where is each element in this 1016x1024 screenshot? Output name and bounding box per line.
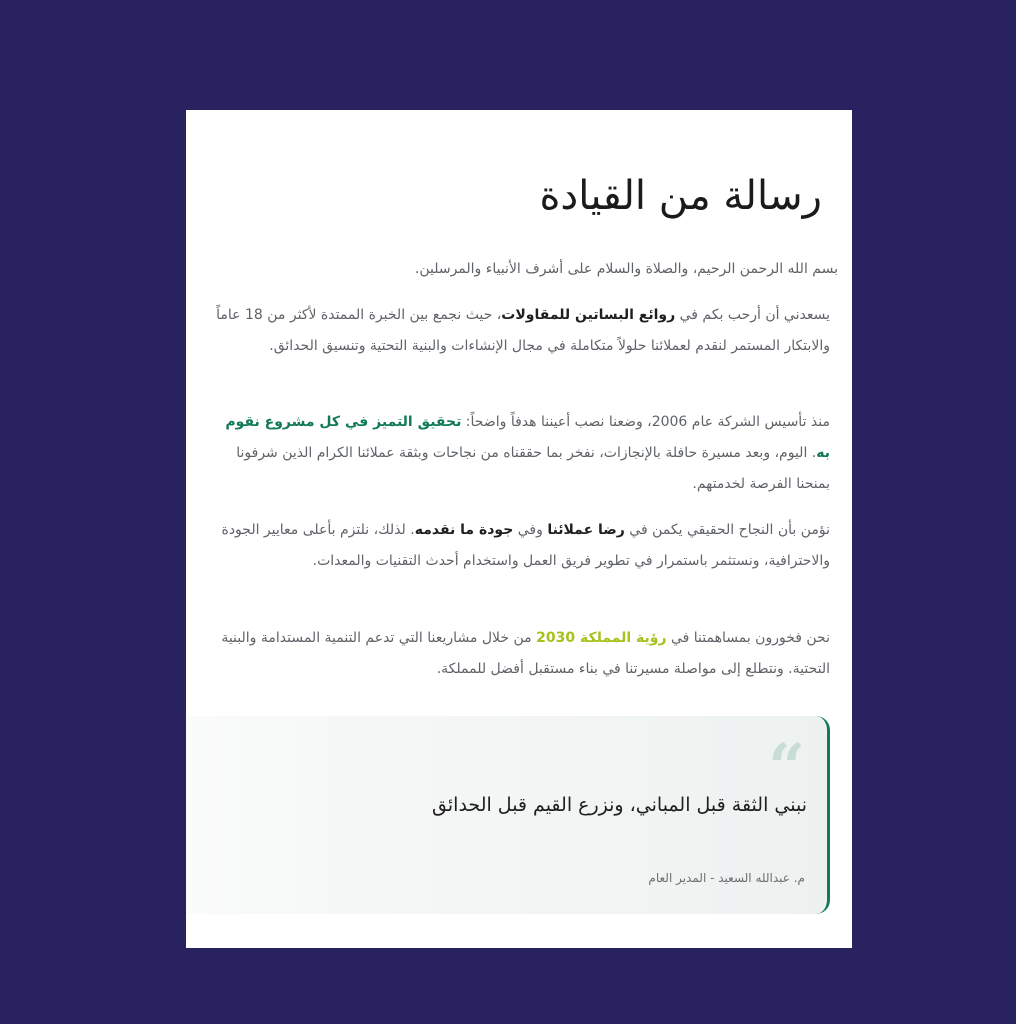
paragraph-vision (210, 623, 830, 685)
paragraph-text: من خلال مشاريعنا التي تدعم التنمية المستدامة والبنية التحتية. ونتطلع إلى مواصلة مسيرتنا في بناء مستقبل أفضل للمملكة. (221, 630, 830, 677)
paragraph-text: ، حيث نجمع بين الخبرة الممتدة لأكثر من 18 عاماً والابتكار المستمر لنقدم لعملائنا حلولاً متكاملة في مجال الإنشاءات والبنية التحتية وتنسيق الحدائق. (216, 307, 830, 354)
paragraph-text: . اليوم، وبعد مسيرة حافلة بالإنجازات، نفخر بما حققناه من نجاحات وبثقة عملائنا الكرام الذين شرفونا بمنحنا الفرصة لخدمتهم. (236, 445, 830, 492)
goal-highlight: تحقيق التميز في كل مشروع نقوم به (225, 414, 830, 461)
quote-block (186, 716, 830, 914)
quote-text: نبني الثقة قبل المباني، ونزرع القيم قبل الحدائق (432, 794, 807, 816)
vision-2030-highlight: رؤية المملكة 2030 (536, 630, 667, 646)
paragraph-text: نحن فخورون بمساهمتنا في (666, 630, 830, 646)
company-name: روائع البساتين للمقاولات (501, 307, 676, 323)
quote-icon: “ (768, 730, 805, 805)
paragraph-welcome (210, 300, 830, 362)
quote-author: م. عبدالله السعيد - المدير العام (648, 871, 805, 885)
paragraph-text: منذ تأسيس الشركة عام 2006، وضعنا نصب أعيننا هدفاً واضحاً: (461, 414, 830, 430)
intro-text: بسم الله الرحمن الرحيم، والصلاة والسلام على أشرف الأنبياء والمرسلين. (414, 261, 838, 277)
paragraph-text: نؤمن بأن النجاح الحقيقي يكمن في (624, 522, 830, 538)
page-title: رسالة من القيادة (539, 173, 822, 219)
highlight-quality: جودة ما نقدمه (414, 522, 514, 538)
paragraph-founding (210, 407, 830, 500)
paragraph-text: يسعدني أن أرحب بكم في (675, 307, 830, 323)
paragraph-text: وفي (513, 522, 548, 538)
paragraph-values (210, 515, 830, 577)
paragraph-text: . لذلك، نلتزم بأعلى معايير الجودة والاحترافية، ونستثمر باستمرار في تطوير فريق العمل واستخدام أحدث التقنيات والمعدات. (221, 522, 830, 569)
leadership-message-card (186, 110, 852, 948)
highlight-client-satisfaction: رضا عملائنا (547, 522, 625, 538)
